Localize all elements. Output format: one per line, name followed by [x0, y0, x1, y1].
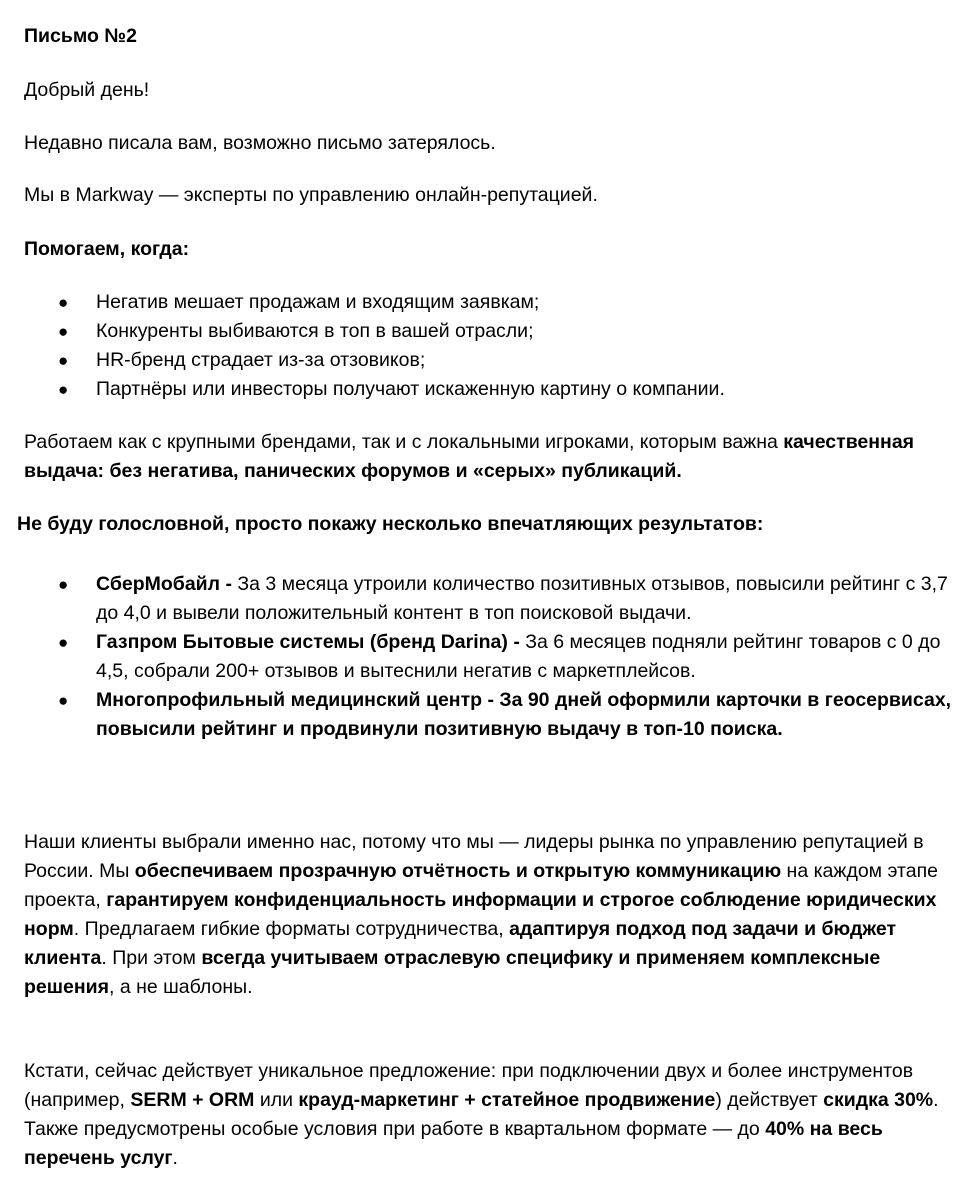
offer-segment: скидка 30%	[823, 1089, 934, 1111]
why-segment: Наши клиенты выбрали именно нас, потому что мы — лидеры рынка по управлению репутацией в России. Мы	[24, 831, 924, 882]
offer-segment: 40% на весь перечень услуг	[24, 1118, 883, 1169]
letter-title: Письмо №2	[24, 25, 137, 47]
case-name: Газпром Бытовые системы (бренд Darina) -	[96, 631, 526, 653]
case-text: За 6 месяцев подняли рейтинг товаров с 0 до 4,5, собрали 200+ отзывов и вытеснили негатив с маркетплейсов.	[96, 631, 941, 682]
work-bold-text: качественная выдача: без негатива, панических форумов и «серых» публикаций.	[24, 431, 915, 482]
list-item	[24, 346, 954, 375]
offer-paragraph	[24, 1057, 954, 1173]
case-item	[24, 570, 954, 628]
why-segment: обеспечиваем прозрачную отчётность и открытую коммуникацию	[134, 860, 782, 882]
list-item	[24, 317, 954, 346]
case-text: За 3 месяца утроили количество позитивных отзывов, повысили рейтинг с 3,7 до 4,0 и вывели положительный контент в топ поисковой выдачи.	[96, 573, 948, 624]
offer-segment: или	[254, 1089, 299, 1111]
offer-segment: ) действует	[715, 1089, 824, 1111]
list-item-text: HR-бренд страдает из-за отзовиков;	[96, 349, 426, 371]
why-segment: на каждом этапе проекта,	[24, 860, 938, 911]
offer-segment: SERM + ORM	[130, 1089, 255, 1111]
list-item-text: Конкуренты выбиваются в топ в вашей отрасли;	[96, 320, 534, 342]
why-paragraph	[24, 828, 954, 1002]
why-segment: . Предлагаем гибкие форматы сотрудничества,	[73, 918, 510, 940]
bullet-icon: ●	[58, 322, 69, 341]
bullet-icon: ●	[58, 575, 69, 594]
why-segment: гарантируем конфиденциальность информации и строгое соблюдение юридических норм	[24, 889, 937, 940]
case-item	[24, 628, 954, 686]
cases-list	[24, 570, 954, 744]
bullet-icon: ●	[58, 351, 69, 370]
work-text: Работаем как с крупными брендами, так и с локальными игроками, которым важна	[24, 431, 784, 453]
why-segment: всегда учитываем отраслевую специфику и применяем комплексные решения	[24, 947, 881, 998]
case-name: Многопрофильный медицинский центр - За 90 дней оформили карточки в геосервисах, повысили рейтинг и продвинули позитивную выдачу в топ-10 поиска.	[96, 689, 952, 740]
why-segment: адаптируя подход под задачи и бюджет клиента	[24, 918, 897, 969]
bullet-icon: ●	[58, 380, 69, 399]
offer-segment: крауд-маркетинг + статейное продвижение	[298, 1089, 716, 1111]
greeting: Добрый день!	[24, 79, 150, 101]
proof-heading: Не буду голословной, просто покажу несколько впечатляющих результатов:	[17, 513, 764, 535]
bullet-icon: ●	[58, 293, 69, 312]
list-item-text: Партнёры или инвесторы получают искаженную картину о компании.	[96, 378, 725, 400]
help-heading: Помогаем, когда:	[24, 238, 190, 260]
case-item	[24, 686, 954, 744]
bullet-icon: ●	[58, 691, 69, 710]
list-item-text: Негатив мешает продажам и входящим заявкам;	[96, 291, 540, 313]
list-item	[24, 288, 954, 317]
work-paragraph	[24, 428, 954, 486]
intro-text: Мы в Markway — эксперты по управлению онлайн-репутацией.	[24, 184, 598, 206]
help-list	[24, 288, 954, 404]
case-name: СберМобайл -	[96, 573, 238, 595]
list-item	[24, 375, 954, 404]
offer-segment: .	[172, 1147, 178, 1169]
offer-segment: . Также предусмотрены особые условия при работе в квартальном формате — до	[24, 1089, 939, 1140]
why-segment: , а не шаблоны.	[109, 976, 253, 998]
offer-segment: Кстати, сейчас действует уникальное предложение: при подключении двух и более инструментов (например,	[24, 1060, 914, 1111]
followup-text: Недавно писала вам, возможно письмо затерялось.	[24, 132, 496, 154]
bullet-icon: ●	[58, 633, 69, 652]
why-segment: . При этом	[101, 947, 202, 969]
